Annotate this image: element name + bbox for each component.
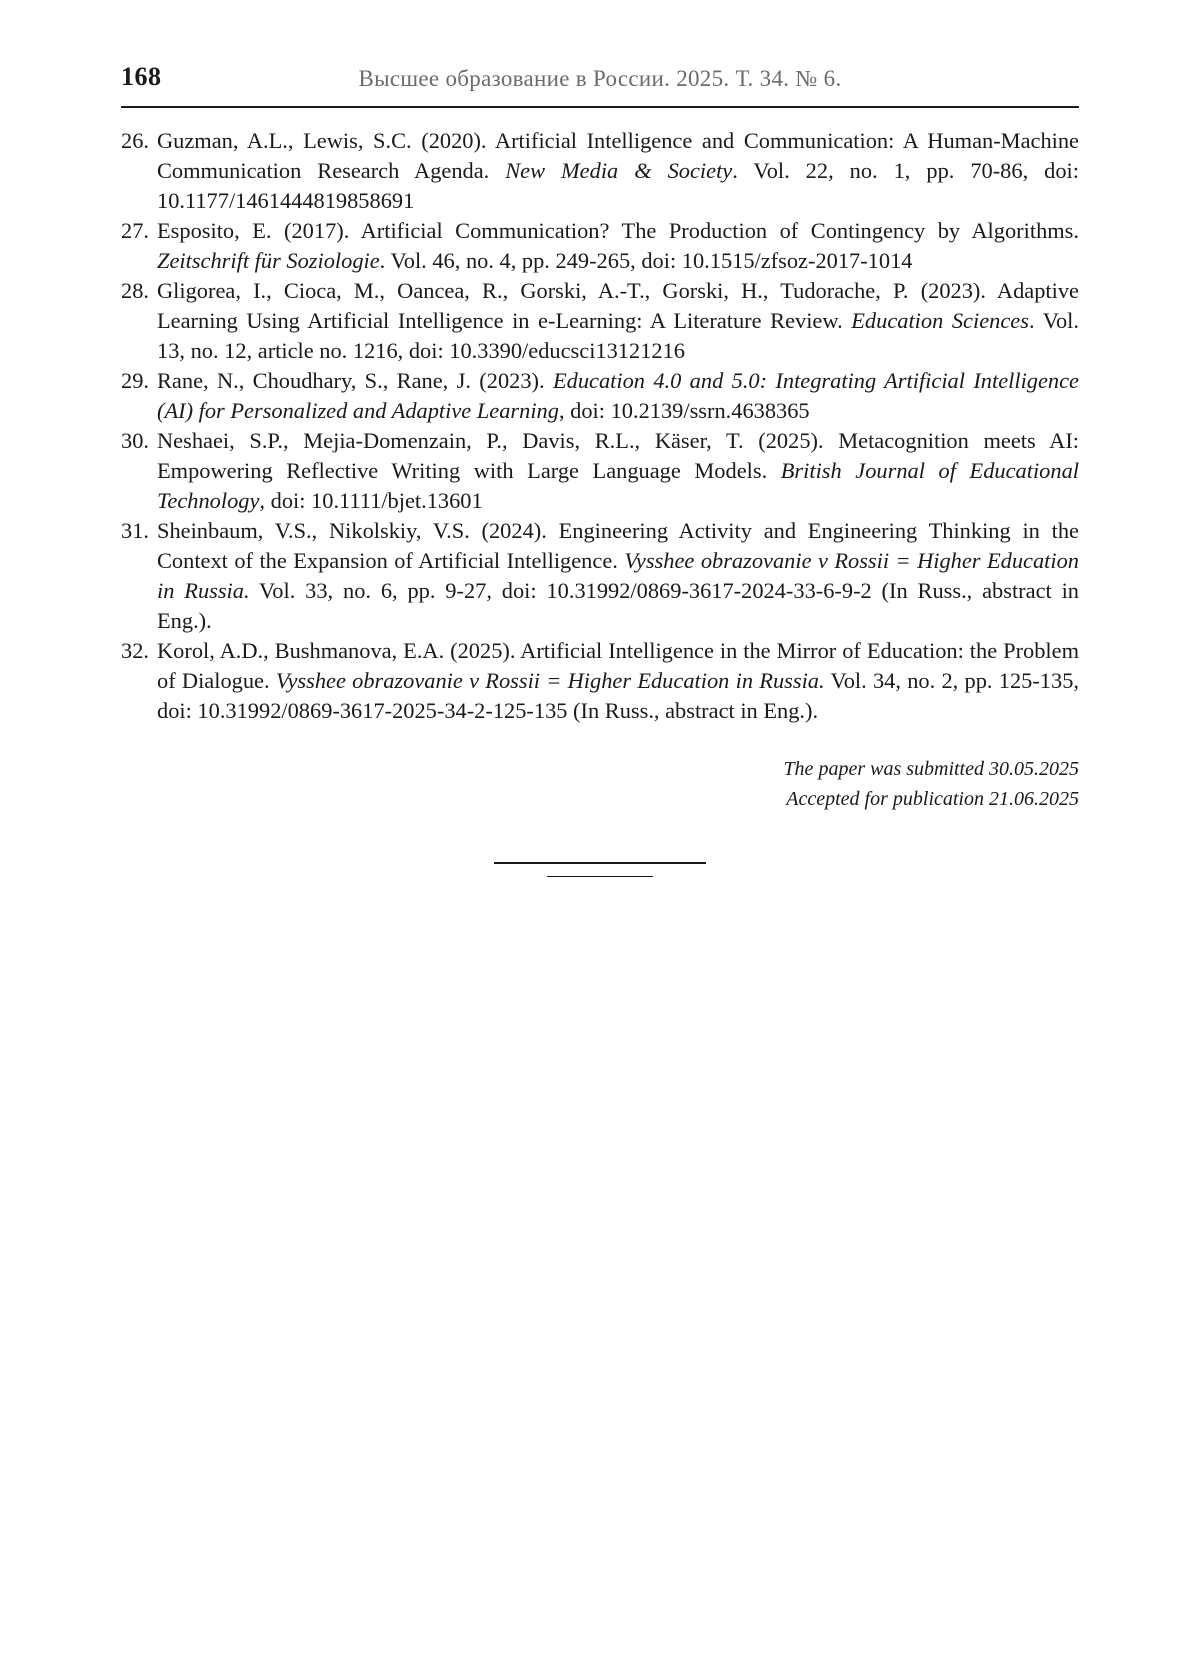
reference-source-title: British Journal of Educational Technology xyxy=(157,458,1079,513)
reference-number: 32. xyxy=(121,638,149,663)
reference-details: . Vol. 22, no. 1, pp. 70-86, doi: 10.1177/1461444819858691 xyxy=(157,158,1079,213)
reference-item xyxy=(121,276,1079,366)
reference-details: Vol. 33, no. 6, pp. 9-27, doi: 10.31992/0869-3617-2024-33-6-9-2 (In Russ., abstract in Eng.). xyxy=(157,578,1079,633)
reference-details: . Vol. 46, no. 4, pp. 249-265, doi: 10.1515/zfsoz-2017-1014 xyxy=(379,248,913,273)
end-divider-long xyxy=(494,862,706,864)
reference-source-title: Education Sciences xyxy=(851,308,1029,333)
reference-number: 30. xyxy=(121,428,149,453)
reference-number: 26. xyxy=(121,128,149,153)
accepted-date: Accepted for publication 21.06.2025 xyxy=(786,788,1079,810)
reference-number: 28. xyxy=(121,278,149,303)
reference-text: Sheinbaum, V.S., Nikolskiy, V.S. (2024). Engineering Activity and Engineering Thinking in the Context of the Expansion of Artificial Intelligence. xyxy=(157,518,1079,573)
reference-text: Rane, N., Choudhary, S., Rane, J. (2023). xyxy=(157,368,553,393)
reference-source-title: Education 4.0 and 5.0: Integrating Artificial Intelligence (AI) for Personalized and Adaptive Learning xyxy=(157,368,1079,423)
end-divider-short xyxy=(547,876,653,877)
page-header xyxy=(121,58,1079,108)
reference-list xyxy=(121,126,1079,726)
reference-text: Gligorea, I., Cioca, M., Oancea, R., Gorski, A.-T., Gorski, H., Tudorache, P. (2023). Adaptive Learning Using Artificial Intelligence in e-Learning: A Literature Review. xyxy=(157,278,1079,333)
reference-text: Guzman, A.L., Lewis, S.C. (2020). Artificial Intelligence and Communication: A Human-Machine Communication Research Agenda. xyxy=(157,128,1079,183)
page-number: 168 xyxy=(121,62,162,91)
reference-source-title: New Media & Society xyxy=(505,158,733,183)
reference-item xyxy=(121,126,1079,216)
submitted-date: The paper was submitted 30.05.2025 xyxy=(783,758,1079,780)
reference-number: 27. xyxy=(121,218,149,243)
reference-item xyxy=(121,216,1079,276)
reference-text: Korol, A.D., Bushmanova, E.A. (2025). Artificial Intelligence in the Mirror of Education: the Problem of Dialogue. xyxy=(157,638,1079,693)
reference-details: . Vol. 13, no. 12, article no. 1216, doi: 10.3390/educsci13121216 xyxy=(157,308,1079,363)
running-head: Высшее образование в России. 2025. Т. 34. № 6. xyxy=(358,66,842,91)
reference-source-title: Vysshee obrazovanie v Rossii = Higher Education in Russia. xyxy=(157,548,1079,603)
submission-dates xyxy=(783,754,1079,814)
reference-details: , doi: 10.1111/bjet.13601 xyxy=(259,488,483,513)
reference-source-title: Vysshee obrazovanie v Rossii = Higher Education in Russia. xyxy=(275,668,825,693)
reference-number: 31. xyxy=(121,518,149,543)
reference-details: Vol. 34, no. 2, pp. 125-135, doi: 10.31992/0869-3617-2025-34-2-125-135 (In Russ., abstract in Eng.). xyxy=(157,668,1079,723)
reference-item xyxy=(121,516,1079,636)
reference-item xyxy=(121,636,1079,726)
reference-number: 29. xyxy=(121,368,149,393)
reference-item xyxy=(121,366,1079,426)
reference-text: Neshaei, S.P., Mejia-Domenzain, P., Davis, R.L., Käser, T. (2025). Metacognition meets AI: Empowering Reflective Writing with Large Language Models. xyxy=(157,428,1079,483)
reference-text: Esposito, E. (2017). Artificial Communication? The Production of Contingency by Algorithms. xyxy=(157,218,1079,243)
reference-item xyxy=(121,426,1079,516)
reference-details: , doi: 10.2139/ssrn.4638365 xyxy=(558,398,810,423)
reference-source-title: Zeitschrift für Soziologie xyxy=(157,248,380,273)
